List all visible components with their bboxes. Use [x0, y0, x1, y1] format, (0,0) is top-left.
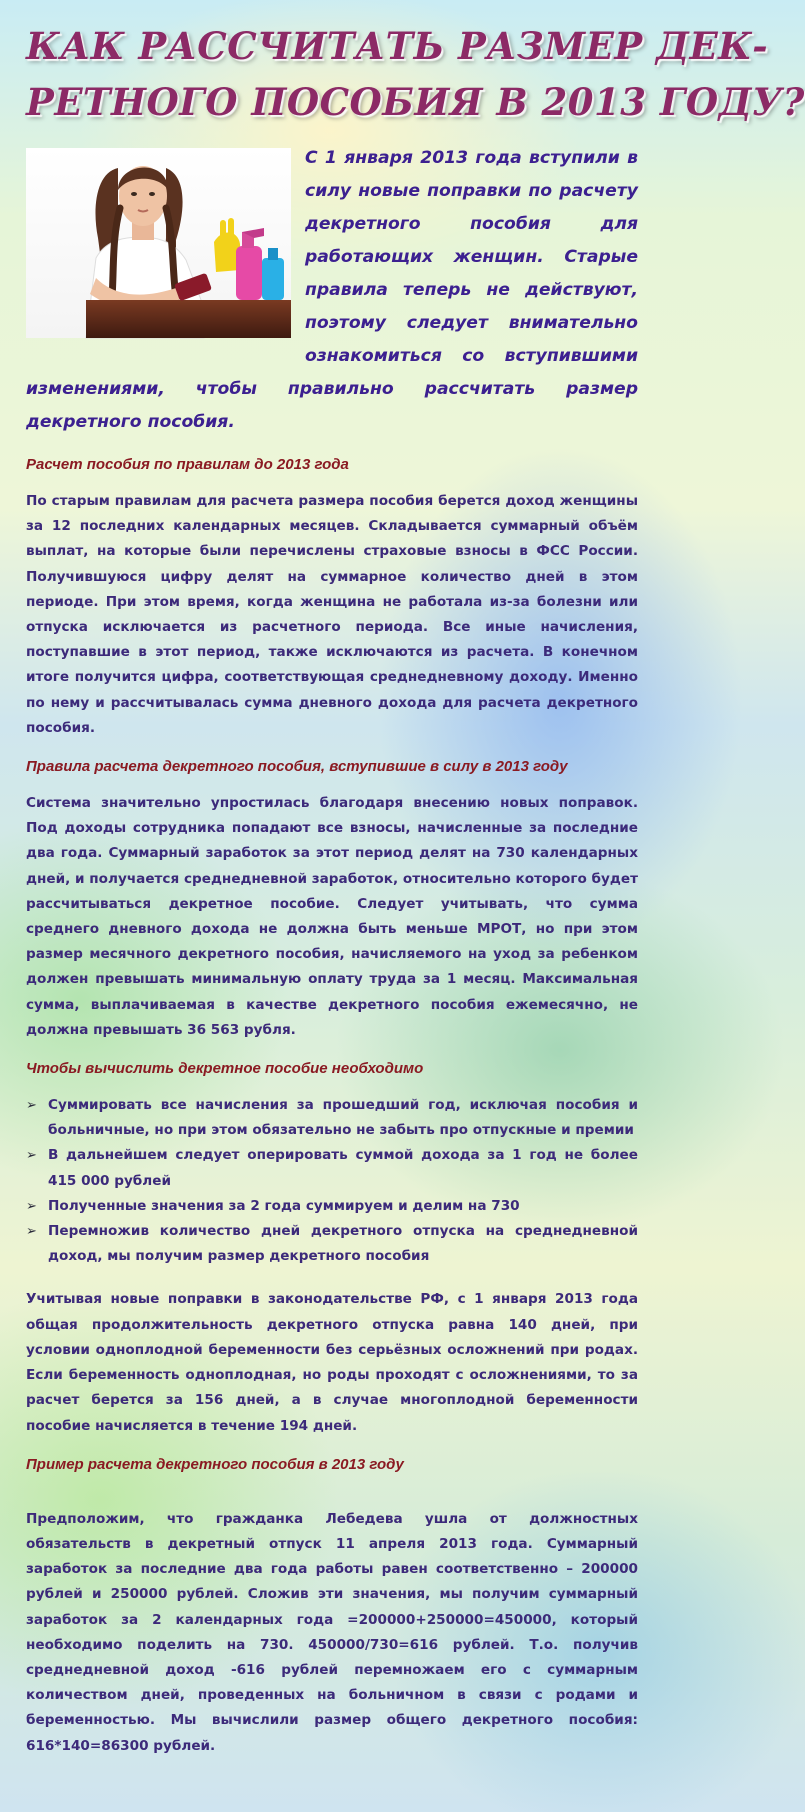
list-item-text: Полученные значения за 2 года суммируем и делим на 730: [48, 1197, 520, 1214]
section-heading-how-to-calc: Чтобы вычислить декретное пособие необходимо: [26, 1060, 424, 1078]
section-text-new-rules: Система значительно упростилась благодаря внесению новых поправок. Под доходы сотрудника попадают все взносы, начисленные за последние два года. Суммарный заработок за этот период делят на 730 календарных дней, и получается среднедневной заработок, относительно которого будет рассчитываться декретное пособие. Следует учитывать, что сумма среднего дневного дохода не должна быть меньше МРОТ, но при этом размер месячного декретного пособия, начисляемого на уход за ребенком должен превышать минимальную оплату труда за 1 месяц. Максимальная сумма, выплачиваемая в качестве декретного пособия ежемесячно, не должна превышать 36 563 рубля.: [26, 795, 638, 1038]
section-text-leave-duration: Учитывая новые поправки в законодательстве РФ, с 1 января 2013 года общая продолжительность декретного отпуска равна 140 дней, при условии одноплодной беременности без серьёзных осложнений при родах. Если беременность одноплодная, но роды проходят с осложнениями, то за расчет берется за 156 дней, а в случае многоплодной беременности пособие начисляется в течение 194 дней.: [26, 1291, 638, 1434]
list-item: [26, 1093, 638, 1143]
calc-steps-list: [26, 1093, 638, 1269]
section-text-old-rules: По старым правилам для расчета размера пособия берется доход женщины за 12 последних календарных месяцев. Складывается суммарный объём выплат, на которые были перечислены страховые взносы в ФСС России. Получившуюся цифру делят на суммарное количество дней в этом периоде. При этом время, когда женщина не работала из-за болезни или отпуска исключается из расчетного периода. Все иные начисления, поступавшие в этот период, также исключаются из расчета. В конечном итоге получится цифра, соответствующая среднедневному доходу. Именно по нему и рассчитывалась сумма дневного дохода для расчета декретного пособия.: [26, 493, 638, 736]
title-line-1: КАК РАССЧИТАТЬ РАЗМЕР ДЕК-: [26, 24, 769, 68]
list-item: [26, 1219, 638, 1269]
list-item: [26, 1194, 638, 1219]
section-text-example: Предположим, что гражданка Лебедева ушла от должностных обязательств в декретный отпуск 11 апреля 2013 года. Суммарный заработок за последние два года работы равен соответственно – 200000 рублей и 250000 рублей. Сложив эти значения, мы получим суммарный заработок за 2 календарных года =200000+250000=450000, который необходимо поделить на 730. 450000/730=616 рублей. Т.о. получив среднедневной доход -616 рублей перемножаем его с суммарным количеством дней, проведенных на больничном в связи с родами и беременностью. Мы вычислили размер общего декретного пособия: 616*140=86300 рублей.: [26, 1510, 638, 1754]
arrow-bullet-icon: ➢: [26, 1098, 37, 1114]
title-line-2: РЕТНОГО ПОСОБИЯ В 2013 ГОДУ?: [26, 80, 805, 124]
intro-text: С 1 января 2013 года вступили в силу новые поправки по расчету декретного пособия для работающих женщин. Старые правила теперь не действуют, поэтому следует внимательно ознакомиться со вступившими изменениями, чтобы правильно рассчитать размер декретного пособия.: [26, 148, 638, 432]
list-item-text: В дальнейшем следует оперировать суммой дохода за 1 год не более 415 000 рублей: [48, 1147, 638, 1189]
section-heading-new-rules: Правила расчета декретного пособия, вступившие в силу в 2013 году: [26, 758, 568, 776]
woman-photo: [26, 148, 291, 338]
list-item-text: Перемножив количество дней декретного отпуска на среднедневной доход, мы получим размер декретного пособия: [48, 1223, 638, 1265]
list-item-text: Суммировать все начисления за прошедший год, исключая пособия и больничные, но при этом обязательно не забыть про отпускные и премии: [48, 1097, 638, 1139]
section-heading-example: Пример расчета декретного пособия в 2013 году: [26, 1455, 404, 1473]
list-item: [26, 1143, 638, 1193]
arrow-bullet-icon: ➢: [26, 1148, 37, 1164]
arrow-bullet-icon: ➢: [26, 1198, 37, 1214]
article: [26, 18, 805, 1759]
section-heading-old-rules: Расчет пособия по правилам до 2013 года: [26, 456, 349, 473]
page-title: [26, 18, 805, 130]
arrow-bullet-icon: ➢: [26, 1224, 37, 1240]
